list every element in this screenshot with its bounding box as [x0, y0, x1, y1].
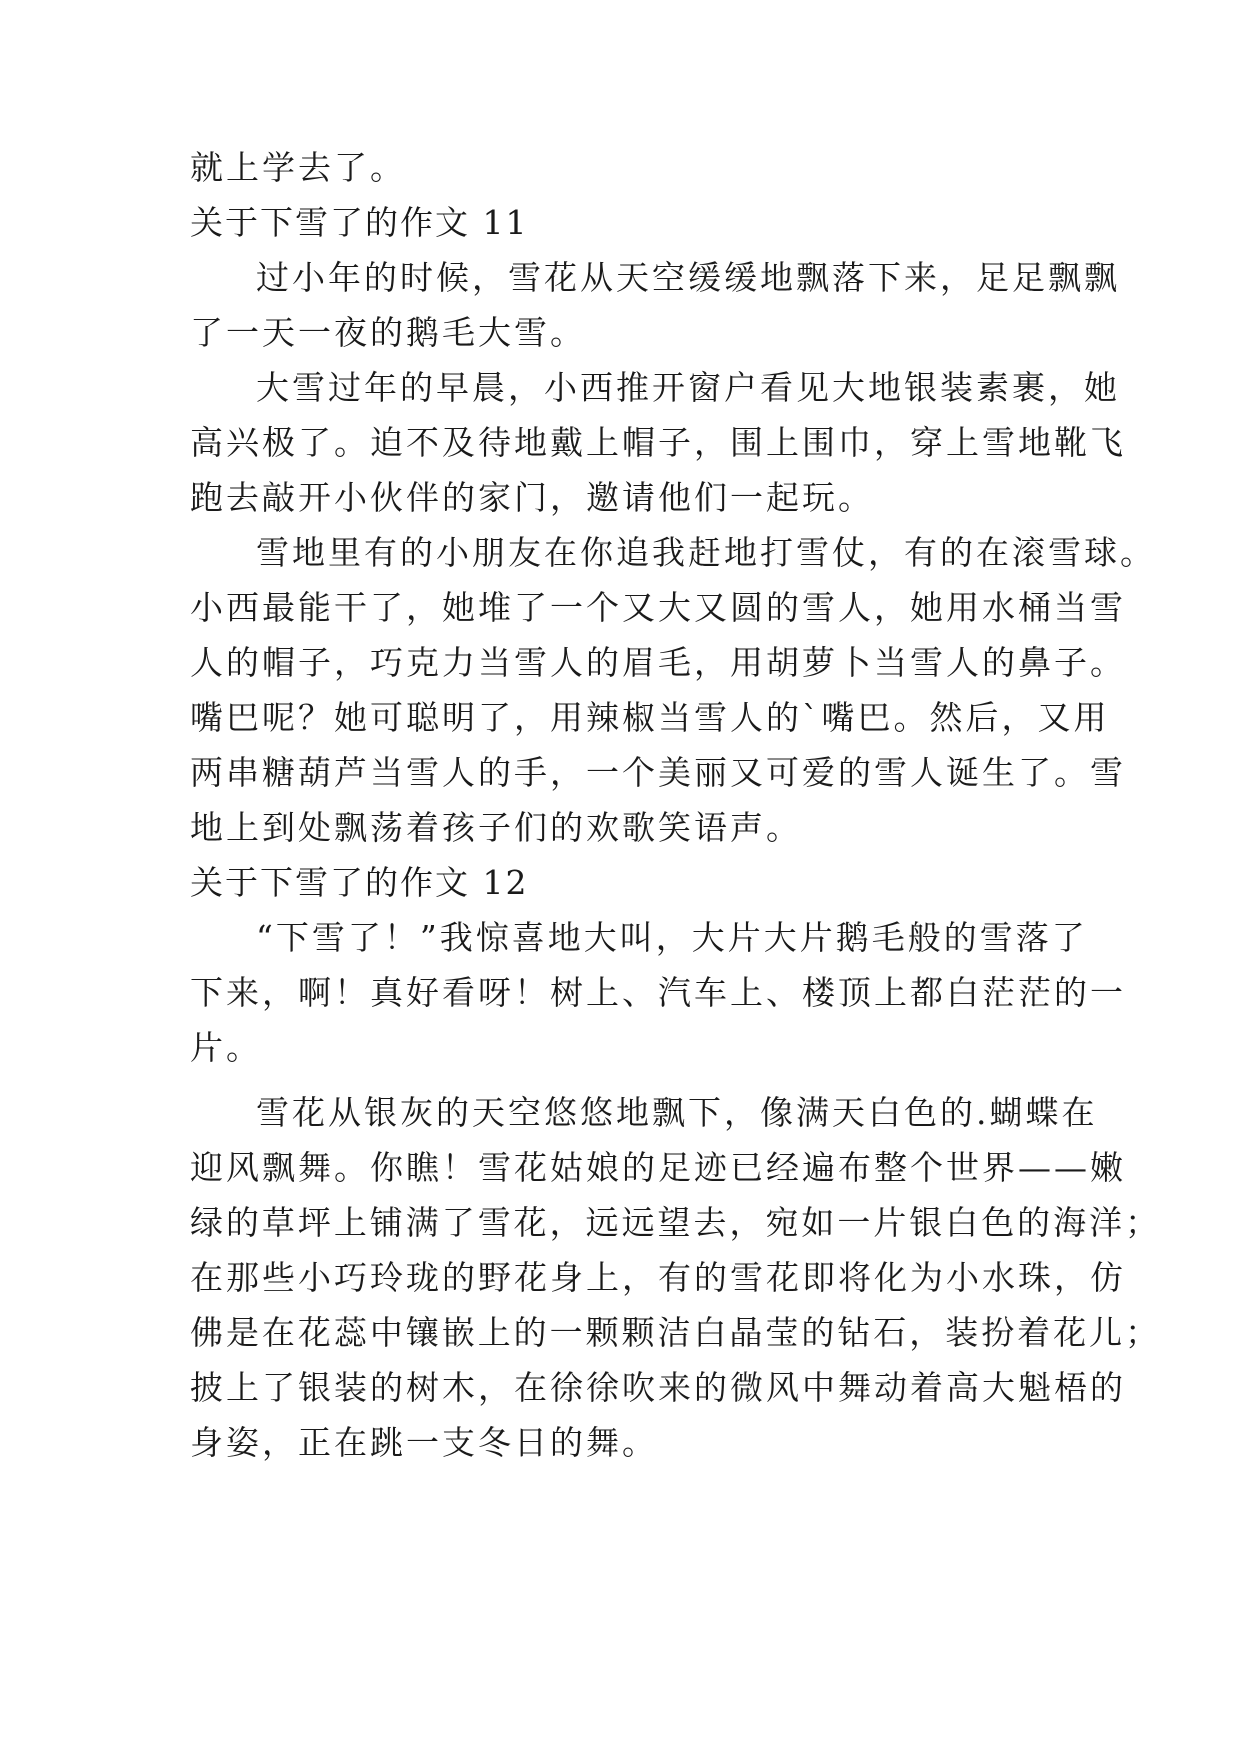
text-line: 嘴巴呢？她可聪明了，用辣椒当雪人的`嘴巴。然后，又用: [190, 698, 1110, 737]
text-line: 佛是在花蕊中镶嵌上的一颗颗洁白晶莹的钻石，装扮着花儿；: [190, 1313, 1162, 1352]
text-line: 迎风飘舞。你瞧！雪花姑娘的足迹已经遍布整个世界——嫩: [190, 1148, 1126, 1187]
text-line: 就上学去了。: [190, 148, 406, 187]
text-line: 过小年的时候，雪花从天空缓缓地飘落下来，足足飘飘: [256, 258, 1120, 297]
text-line: 小西最能干了，她堆了一个又大又圆的雪人，她用水桶当雪: [190, 588, 1126, 627]
text-line: 下来，啊！真好看呀！树上、汽车上、楼顶上都白茫茫的一: [190, 973, 1126, 1012]
text-line: 雪地里有的小朋友在你追我赶地打雪仗，有的在滚雪球。: [256, 533, 1156, 572]
text-line: 雪花从银灰的天空悠悠地飘下，像满天白色的.蝴蝶在: [256, 1093, 1098, 1132]
text-line: 了一天一夜的鹅毛大雪。: [190, 313, 586, 352]
text-line: 身姿，正在跳一支冬日的舞。: [190, 1423, 658, 1462]
essay-heading-12: 关于下雪了的作文 12: [190, 863, 529, 902]
essay-heading-11: 关于下雪了的作文 11: [190, 203, 529, 242]
text-line: 在那些小巧玲珑的野花身上，有的雪花即将化为小水珠，仿: [190, 1258, 1126, 1297]
text-line: 片。: [190, 1028, 262, 1067]
text-line: 高兴极了。迫不及待地戴上帽子，围上围巾，穿上雪地靴飞: [190, 423, 1126, 462]
text-line: 跑去敲开小伙伴的家门，邀请他们一起玩。: [190, 478, 874, 517]
text-line: 披上了银装的树木，在徐徐吹来的微风中舞动着高大魁梧的: [190, 1368, 1126, 1407]
text-line: 地上到处飘荡着孩子们的欢歌笑语声。: [190, 808, 802, 847]
text-line: 绿的草坪上铺满了雪花，远远望去，宛如一片银白色的海洋；: [190, 1203, 1162, 1242]
text-line: 两串糖葫芦当雪人的手，一个美丽又可爱的雪人诞生了。雪: [190, 753, 1126, 792]
text-line: “下雪了！”我惊喜地大叫，大片大片鹅毛般的雪落了: [256, 918, 1088, 957]
text-line: 人的帽子，巧克力当雪人的眉毛，用胡萝卜当雪人的鼻子。: [190, 643, 1126, 682]
text-line: 大雪过年的早晨，小西推开窗户看见大地银装素裹，她: [256, 368, 1120, 407]
